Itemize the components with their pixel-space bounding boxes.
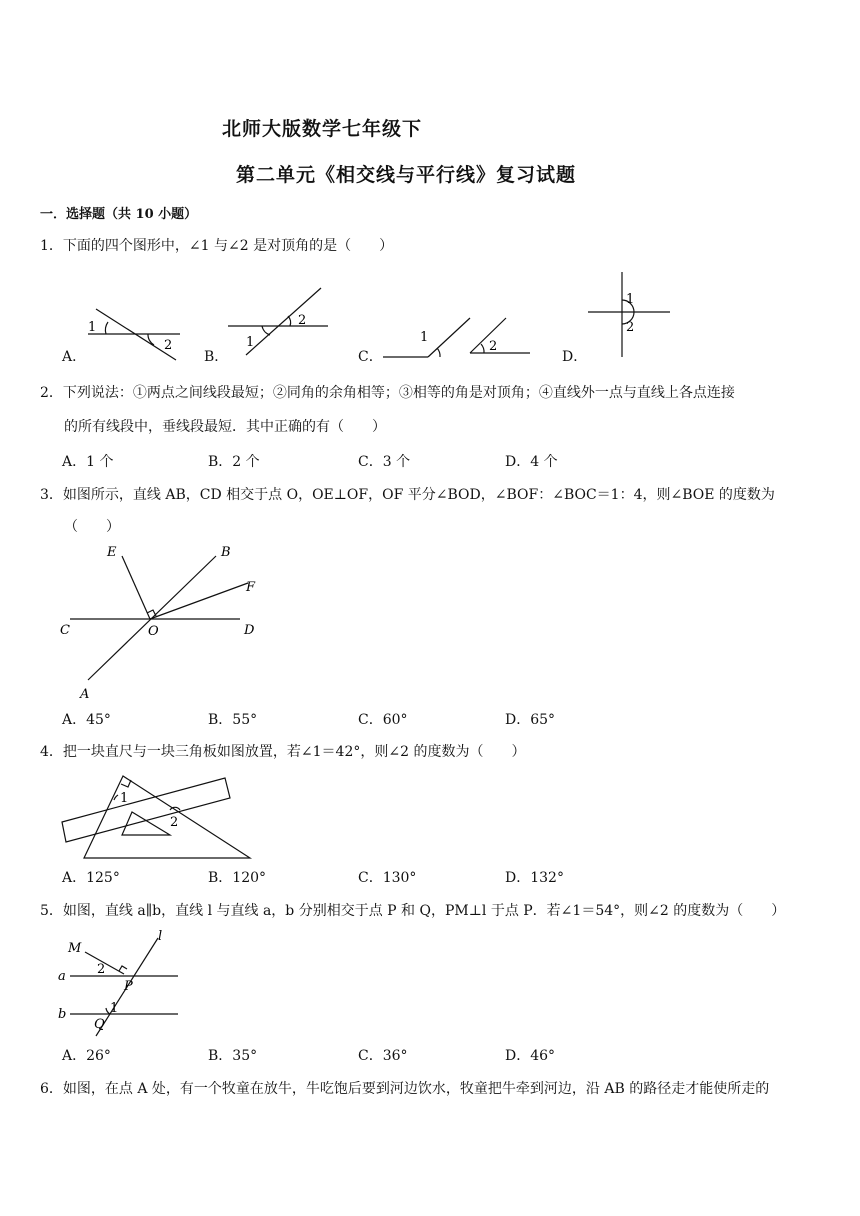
q1-option-d[interactable]: D． [562, 349, 588, 365]
q3-option-c[interactable]: C．60° [358, 712, 408, 728]
q1-figure-d [588, 272, 670, 357]
q4-option-b[interactable]: B．120° [208, 870, 267, 886]
q1-option-a[interactable]: A． [62, 349, 87, 365]
q4-angle2-label: 2 [170, 815, 179, 830]
q1-figures [0, 268, 860, 368]
q4-angle1-label: 1 [120, 791, 129, 806]
q1c-angle1-label: 1 [420, 330, 429, 345]
q5-label-b: b [58, 1007, 67, 1022]
q4-option-a[interactable]: A．125° [62, 870, 120, 886]
question-3-stem: 3．如图所示，直线 AB，CD 相交于点 O，OE⊥OF，OF 平分∠BOD，∠BOF：∠BOC＝1：4，则∠BOE 的度数为 [40, 487, 775, 503]
q3-label-c: C [60, 623, 70, 638]
section-heading: 一．选择题（共 10 小题） [40, 207, 198, 222]
q2-option-c[interactable]: C．3 个 [358, 454, 411, 470]
q5-label-a: a [58, 969, 66, 984]
question-2-stem: 2．下列说法：①两点之间线段最短；②同角的余角相等；③相等的角是对顶角；④直线外一点与直线上各点连接 [40, 385, 735, 401]
question-3-stem-cont: （ ） [64, 519, 120, 535]
q3-option-a[interactable]: A．45° [62, 712, 111, 728]
page-title: 北师大版数学七年级下 [222, 118, 423, 140]
question-6-stem: 6．如图，在点 A 处，有一个牧童在放牛，牛吃饱后要到河边饮水，牧童把牛牵到河边，沿 AB 的路径走才能使所走的 [40, 1081, 770, 1097]
q3-figure [50, 540, 270, 705]
q3-label-o: O [148, 624, 159, 639]
q4-option-c[interactable]: C．130° [358, 870, 417, 886]
q3-label-e: E [107, 545, 117, 560]
q1a-angle2-label: 2 [164, 338, 173, 353]
q1c-angle2-label: 2 [489, 339, 498, 354]
q5-angle2-label: 2 [97, 962, 106, 977]
q3-label-b: B [221, 545, 231, 560]
q3-label-d: D [244, 623, 255, 638]
question-5-stem: 5．如图，直线 a∥b，直线 l 与直线 a，b 分别相交于点 P 和 Q，PM⊥l 于点 P．若∠1＝54°，则∠2 的度数为（ ） [40, 903, 786, 919]
q2-option-d[interactable]: D．4 个 [505, 454, 558, 470]
q1b-angle1-label: 1 [246, 335, 255, 350]
q2-option-a[interactable]: A．1 个 [62, 454, 114, 470]
q5-option-b[interactable]: B．35° [208, 1048, 258, 1064]
q3-label-a: A [80, 687, 90, 702]
q1d-angle2-label: 2 [626, 320, 635, 335]
q5-label-p: P [124, 979, 133, 994]
q3-option-d[interactable]: D．65° [505, 712, 556, 728]
q5-figure [50, 924, 190, 1040]
q5-option-d[interactable]: D．46° [505, 1048, 556, 1064]
q1-option-c[interactable]: C． [358, 349, 383, 365]
q5-option-c[interactable]: C．36° [358, 1048, 408, 1064]
q4-option-d[interactable]: D．132° [505, 870, 564, 886]
q5-label-q: Q [94, 1017, 105, 1032]
q5-label-m: M [68, 941, 82, 956]
q1-figure-c [383, 318, 530, 357]
q1d-angle1-label: 1 [626, 292, 635, 307]
q1b-angle2-label: 2 [298, 313, 307, 328]
q1-option-b[interactable]: B． [204, 349, 229, 365]
q2-option-b[interactable]: B．2 个 [208, 454, 260, 470]
q1-figure-b [228, 288, 328, 355]
question-2-stem-cont: 的所有线段中，垂线段最短．其中正确的有（ ） [64, 419, 386, 435]
question-4-stem: 4．把一块直尺与一块三角板如图放置，若∠1＝42°，则∠2 的度数为（ ） [40, 744, 526, 760]
q5-option-a[interactable]: A．26° [62, 1048, 111, 1064]
q3-option-b[interactable]: B．55° [208, 712, 258, 728]
question-1-stem: 1．下面的四个图形中，∠1 与∠2 是对顶角的是（ ） [40, 238, 394, 254]
q1a-angle1-label: 1 [88, 320, 97, 335]
q5-label-l: l [158, 929, 163, 944]
q4-figure [50, 768, 270, 864]
q3-label-f: F [246, 580, 256, 595]
q5-angle1-label: 1 [110, 1001, 119, 1016]
page-subtitle: 第二单元《相交线与平行线》复习试题 [236, 164, 577, 186]
